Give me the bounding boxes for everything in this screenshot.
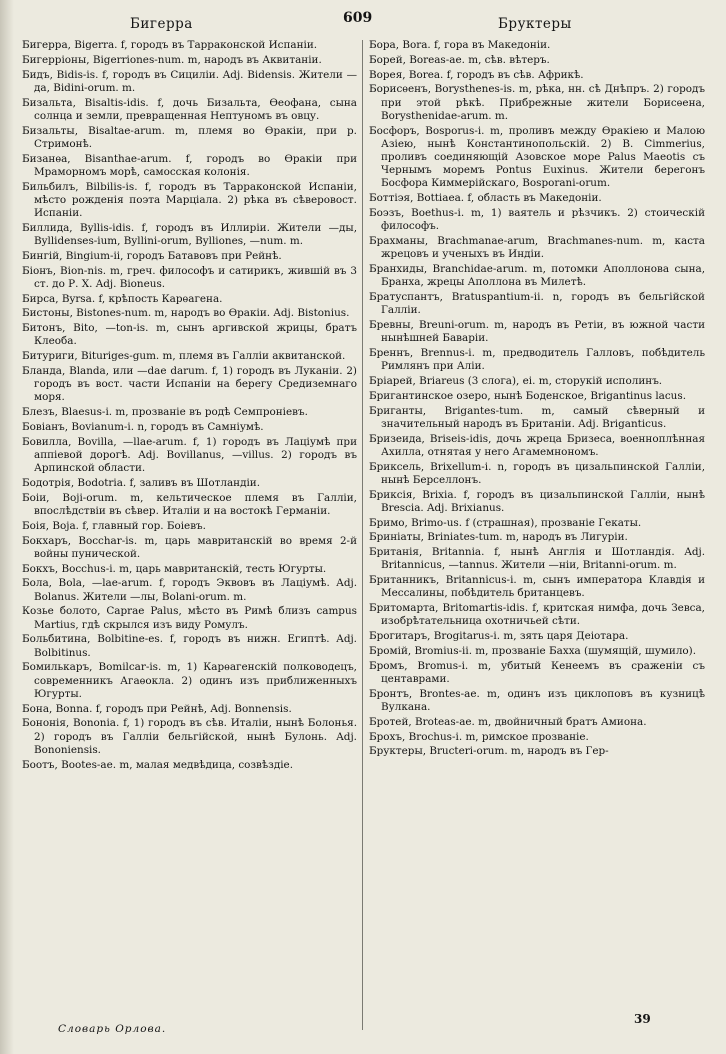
dictionary-entry: Бола, Bola, —lae-arum. f, городъ Эквовъ въ Лаціумѣ. Adj. Bolanus. Жители —лы, Bolani-orum. m. (22, 577, 357, 603)
dictionary-entry: Бигерра, Bigerra. f, городъ въ Тарраконской Испаніи. (22, 39, 318, 51)
dictionary-entry: Бокхъ, Bocchus-i. m, царь мавританскій, тесть Югурты. (22, 562, 327, 575)
dictionary-entry: Бритомарта, Britomartis-idis. f, критская нимфа, дочь Зевса, изобрѣтательница охотничьей сѣти. (369, 602, 705, 628)
dictionary-entry: Бомилькаръ, Bomilcar-is. m, 1) Карѳагенскій полководецъ, современникъ Агаѳокла. 2) одинъ изъ приближенныхъ Югурты. (22, 661, 357, 700)
dictionary-entry: Биллида, Byllis-idis. f, городъ въ Иллиріи. Жители —ды, Byllidenses-ium, Byllini-orum, Bylliones, —num. m. (22, 221, 357, 247)
footer-signature: Словарь Орлова. (58, 1023, 167, 1035)
dictionary-entry: Козье болото, Caprae Palus, мѣсто въ Римѣ близъ campus Martius, гдѣ скрылся изъ виду Ромулъ. (22, 605, 357, 631)
dictionary-entry: Бриксель, Brixellum-i. n, городъ въ цизальпинской Галліи, нынѣ Берселлонъ. (369, 460, 705, 486)
dictionary-entry: Бононія, Bononia. f, 1) городъ въ сѣв. Италіи, нынѣ Болонья. 2) городъ въ Галліи бельгійской, нынѣ Булонь. Adj. Bononiensis. (22, 717, 357, 756)
dictionary-entry: Бокхаръ, Bocchar-is. m, царь мавританскій во время 2-й войны пунической. (22, 534, 357, 560)
dictionary-entry: Бромъ, Bromus-i. m, убитый Кенеемъ въ сраженіи съ центаврами. (369, 659, 705, 685)
dictionary-entry: Бруктеры, Bructeri-orum. m, народъ въ Гер- (369, 745, 609, 758)
dictionary-entry: Бирса, Byrsa. f, крѣпость Карѳагена. (22, 292, 223, 305)
dictionary-entry: Бреннъ, Brennus-i. m, предводитель Галловъ, побѣдитель Римлянъ при Аліи. (369, 347, 705, 373)
left-column (22, 39, 357, 773)
dictionary-entry: Бревны, Breuni-orum. m, народъ въ Ретіи, въ южной части нынѣшней Баваріи. (369, 319, 705, 345)
dictionary-entry: Блезъ, Blaesus-i. m, прозваніе въ родѣ Семпроніевъ. (22, 406, 308, 419)
dictionary-entry: Брогитаръ, Brogitarus-i. m, зять царя Деіотара. (369, 630, 629, 643)
dictionary-entry: Бриніаты, Briniates-tum. m, народъ въ Лигуріи. (369, 531, 628, 544)
running-header (0, 6, 726, 36)
dictionary-entry: Боіи, Boji-orum. m, кельтическое племя въ Галліи, впослѣдствіи въ сѣвер. Италіи и на востокѣ Германіи. (22, 491, 357, 517)
dictionary-entry: Бистоны, Bistones-num. m, народъ во Ѳракіи. Adj. Bistonius. (22, 307, 350, 320)
dictionary-entry: Боотъ, Bootes-ae. m, малая медвѣдица, созвѣздіе. (22, 758, 294, 771)
dictionary-entry: Бротей, Broteas-ae. m, двойничный братъ Амиона. (369, 715, 647, 728)
dictionary-entry: Ворея, Borea. f, городъ въ сѣв. Африкѣ. (369, 68, 584, 81)
dictionary-entry: Бріарей, Briareus (3 слога), ei. m, сторукій исполинъ. (369, 375, 663, 387)
right-column (369, 39, 705, 760)
dictionary-entry: Бримо, Brimo-us. f (страшная), прозваніе Гекаты. (369, 516, 642, 529)
dictionary-entry: Боттіэя, Bottiaea. f, область въ Македоніи. (369, 192, 602, 205)
dictionary-entry: Брохъ, Brochus-i. m, римское прозваніе. (369, 730, 589, 743)
dictionary-entry: Битонъ, Bito, —ton-is. m, сынъ аргивской жрицы, братъ Клеоба. (22, 322, 357, 348)
dictionary-entry: Бовіанъ, Bovianum-i. n, городъ въ Самніумѣ. (22, 420, 264, 433)
dictionary-entry: Борисѳенъ, Borysthenes-is. m, рѣка, нн. сѣ Днѣпръ. 2) городъ при этой рѣкѣ. Прибрежные жители Борисѳена, Borysthenidae-arum. m. (369, 83, 705, 122)
dictionary-entry: Бингій, Bingium-ii, городъ Батавовъ при Рейнѣ. (22, 249, 282, 262)
dictionary-entry: Бовилла, Bovilla, —llae-arum. f, 1) городъ въ Лаціумѣ при аппіевой дорогѣ. Adj. Bovillanus, —villus. 2) городъ въ Арпинской области. (22, 435, 357, 475)
dictionary-entry: Бриганты, Brigantes-tum. m, самый сѣверный и значительный народъ въ Британіи. Adj. Briganticus. (369, 404, 705, 430)
dictionary-entry: Бидъ, Bidis-is. f, городъ въ Сициліи. Adj. Bidensis. Жители —да, Bidini-orum. m. (22, 68, 357, 94)
dictionary-entry: Бизальта, Bisaltis-idis. f, дочь Бизальта, Ѳеофана, сына солнца и земли, превращенная Нептуномъ въ овцу. (22, 96, 357, 122)
dictionary-entry: Битуриги, Bituriges-gum. m, племя въ Галліи аквитанской. (22, 350, 346, 363)
dictionary-entry: Бодотрія, Bodotria. f, заливъ въ Шотландіи. (22, 476, 261, 489)
dictionary-entry: Бриксія, Brixia. f, городъ въ цизальпинской Галліи, нынѣ Brescia. Adj. Brixianus. (369, 488, 705, 514)
dictionary-entry: Боэзъ, Boethus-i. m, 1) ваятель и рѣзчикъ. 2) стоическій философъ. (369, 207, 705, 233)
dictionary-entry: Бора, Bora. f, гора въ Македоніи. (369, 39, 551, 51)
dictionary-entry: Британія, Britannia. f, нынѣ Англія и Шотландія. Adj. Britannicus, —tannus. Жители —ніи, Britanni-orum. m. (369, 546, 705, 572)
dictionary-entry: Босфоръ, Bosporus-i. m, проливъ между Ѳракіею и Малою Азіею, нынѣ Константинопольскій. 2) B. Cimmerius, проливъ соединяющій Азовское море Palus Maeotis съ Чернымъ моремъ Pontus Euxinus. Жители берегонъ Босфора Киммерійскаго, Bosporani-orum. (369, 124, 705, 190)
dictionary-entry: Борей, Boreas-ae. m, сѣв. вѣтеръ. (369, 53, 550, 66)
dictionary-entry: Британникъ, Britannicus-i. m, сынъ императора Клавдія и Мессалины, побѣдитель британцевъ. (369, 574, 705, 600)
sheet-number: 39 (634, 1012, 651, 1026)
header-left-guideword: Бигерра (130, 16, 193, 32)
dictionary-entry: Бризеида, Briseis-idis, дочь жреца Бризеса, военноплѣнная Ахилла, отнятая у него Агамемнономъ. (369, 432, 705, 458)
dictionary-entry: Бранхиды, Branchidae-arum. m, потомки Аполлонова сына, Бранха, жрецы Аполлона въ Милетѣ. (369, 263, 705, 289)
dictionary-entry: Бригантинское озеро, нынѣ Боденское, Brigantinus lacus. (369, 389, 687, 402)
page-number: 609 (343, 10, 373, 26)
dictionary-entry: Бизанѳа, Bisanthae-arum. f, городъ во Ѳракіи при Мраморномъ морѣ, самосская колонія. (22, 152, 357, 178)
dictionary-entry: Бильбилъ, Bilbilis-is. f, городъ въ Тарраконской Испаніи, мѣсто рожденія поэта Марціала. 2) рѣка въ сѣверовост. Испаніи. (22, 180, 357, 219)
dictionary-entry: Біонъ, Bion-nis. m, греч. философъ и сатирикъ, жившій въ 3 ст. до Р. Х. Adj. Bioneus. (22, 264, 357, 290)
header-right-guideword: Бруктеры (498, 16, 572, 32)
dictionary-entry: Бромій, Bromius-ii. m, прозваніе Бахха (шумящій, шумило). (369, 644, 697, 657)
dictionary-entry: Братуспантъ, Bratuspantium-ii. n, городъ въ бельгійской Галліи. (369, 291, 705, 317)
dictionary-entry: Бизальты, Bisaltae-arum. m, племя во Ѳракіи, при р. Стримонѣ. (22, 124, 357, 150)
dictionary-entry: Брахманы, Brachmanae-arum, Brachmanes-num. m, каста жрецовъ и ученыхъ въ Индіи. (369, 235, 705, 261)
dictionary-entry: Боія, Boja. f, главный гор. Боіевъ. (22, 519, 206, 532)
column-divider (362, 40, 363, 1030)
dictionary-entry: Больбитина, Bolbitine-es. f, городъ въ нижн. Египтѣ. Adj. Bolbitinus. (22, 633, 357, 659)
dictionary-entry: Бланда, Blanda, или —dae darum. f, 1) городъ въ Луканіи. 2) городъ въ вост. части Испаніи на берегу Средиземнаго моря. (22, 364, 357, 404)
dictionary-entry: Бигерріоны, Bigerriones-num. m, народъ въ Аквитаніи. (22, 53, 322, 66)
dictionary-entry: Бона, Bonna. f, городъ при Рейнѣ, Adj. Bonnensis. (22, 702, 292, 715)
dictionary-entry: Бронтъ, Brontes-ae. m, одинъ изъ циклоповъ въ кузницѣ Вулкана. (369, 687, 705, 713)
page-edge-shadow (0, 0, 14, 1054)
